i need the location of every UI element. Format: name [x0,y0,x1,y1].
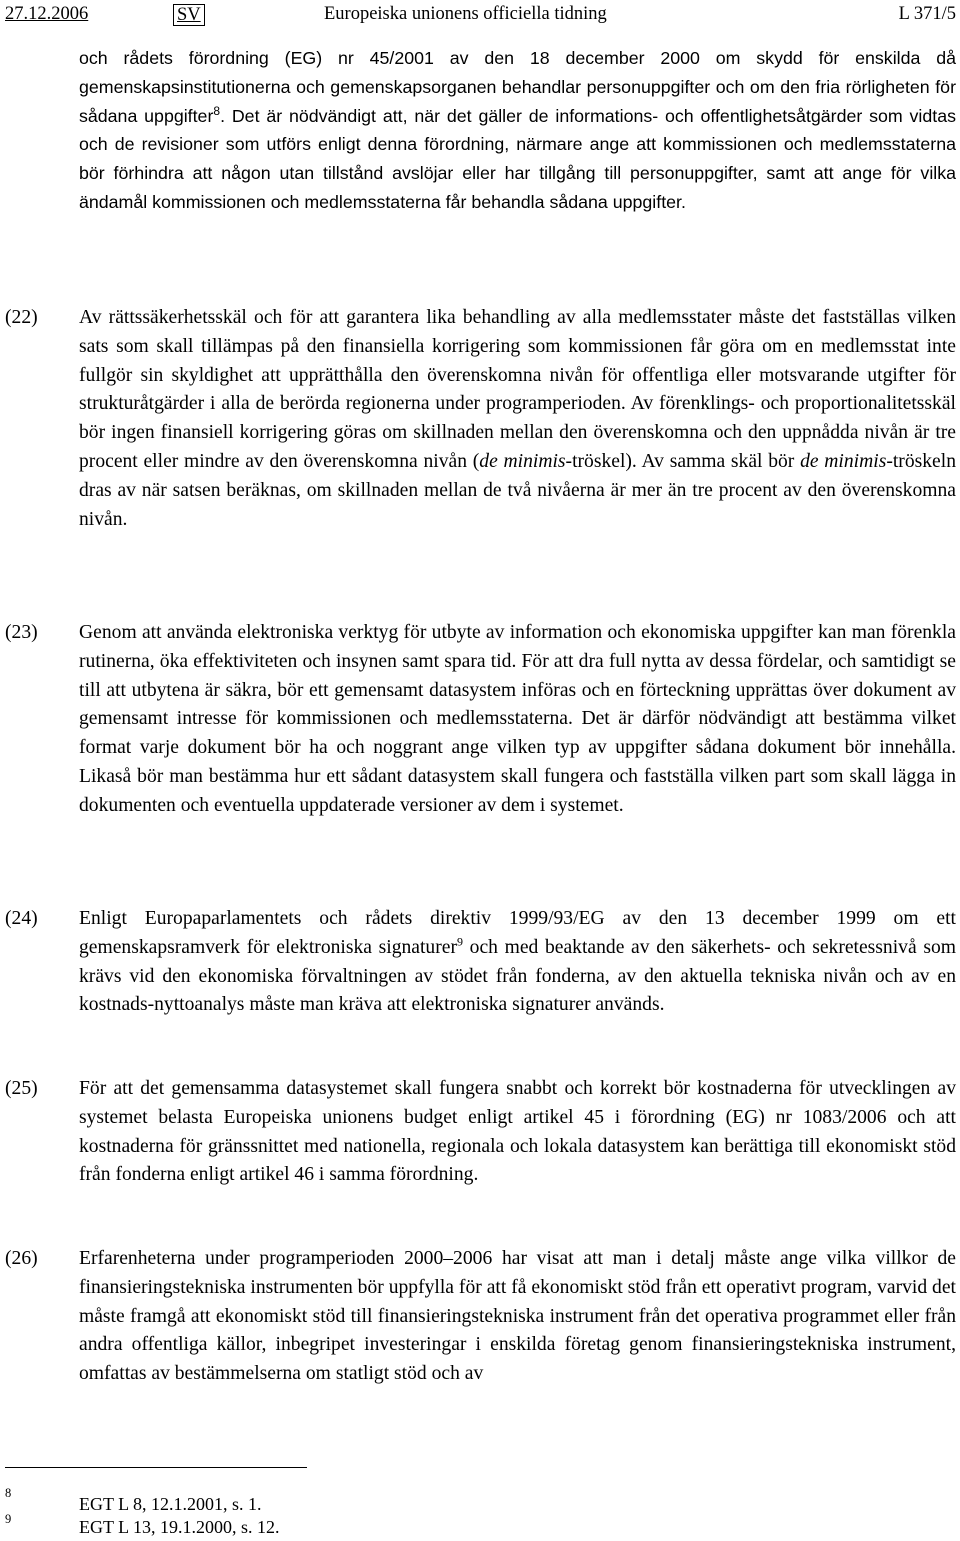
recital-24-text-b: och med beaktande av den säkerhets- och sekretessnivå som krävs vid den ekonomiska förvaltningen av stödet från fonderna, av den aktuella tekniska nivån och av en kostnads-nyttoanalys måste man kräva att elektroniska signaturer används. [79,936,956,1016]
footnote-number: 8 [5,1486,12,1500]
footnote-ref-9[interactable]: 9 [456,934,463,949]
recital-24-text-a: Enligt Europaparlamentets och rådets direktiv 1999/93/EG av den 13 december 1999 om ett gemenskapsramverk för elektroniska signaturer [79,908,956,958]
continuation-text-part2: . Det är nödvändigt att, när det gäller de informations- och offentlighetsåtgärder som vidtas och de revisioner som utförs enligt denna förordning, närmare ange att kommissionen och medlemsstaterna bör förhindra att någon utan tillstånd avslöjar eller har tillgång till personuppgifter, samt att ange för vilka ändamål kommissionen och medlemsstaterna får behandla sådana uppgifter. [79,105,956,212]
recital-number: (22) [5,307,38,328]
header-page-reference: L 371/5 [898,4,956,24]
footnote-text: EGT L 8, 12.1.2001, s. 1. [79,1494,262,1514]
continuation-text-part1: och rådets förordning (EG) nr 45/2001 av den 18 december 2000 om skydd för enskilda då gemenskapsinstitutionerna och gemenskapsorganen behandlar personuppgifter och om den fria rörligheten för sådana uppgifter [79,48,956,126]
footnote-number: 9 [5,1512,12,1526]
header-language-link[interactable]: SV [173,4,205,26]
recital-text [79,304,956,534]
recital-text [79,905,956,1020]
recital-text: Erfarenheterna under programperioden 2000–2006 har visat att man i detalj måste ange vilka villkor de finansieringstekniska instrumenten bör uppfylla för att få ekonomiskt stöd från ett operativt program, varvid det måste framgå att ekonomiskt stöd till finansieringstekniska instrument från det operativa programmet eller från andra offentliga källor, inbegripet investeringar i enskilda företag genom finansieringstekniska instrument, omfattas av bestämmelserna om statligt stöd och av [79,1248,956,1385]
recital-22-text-a: Av rättssäkerhetsskäl och för att garantera lika behandling av alla medlemsstater måste det fastställas vilken sats som skall tillämpas på den finansiella korrigering som kommissionen får göra om en medlemsstat inte fullgör sin skyldighet att upprätthålla den överenskomna nivån för offentliga eller motsvarande utgifter för strukturåtgärder i alla de berörda regionerna under programperioden. Av förenklings- och proportionalitetsskäl bör ingen finansiell korrigering göras om skillnaden mellan den överenskomna och den uppnådda nivån är tre procent eller mindre av den överenskomna nivån ( [79,307,956,472]
page-header [5,4,956,32]
header-date-link[interactable]: 27.12.2006 [5,4,89,24]
recital-22-text-b: -tröskel). Av samma skäl bör [565,450,801,472]
footnote-separator [5,1467,307,1468]
recital-number: (24) [5,908,38,929]
footnote-ref-8[interactable]: 8 [213,103,221,118]
recital-text: För att det gemensamma datasystemet skall fungera snabbt och korrekt bör kostnaderna för utvecklingen av systemet belasta Europeiska unionens budget enligt artikel 45 i förordning (EG) nr 1083/2006 och att kostnaderna för gränssnittet med nationella, regionala och lokala datasystem kan berättiga till ekonomiskt stöd från fonderna enligt artikel 46 i samma förordning. [79,1078,956,1186]
recital-text: Genom att använda elektroniska verktyg för utbyte av information och ekonomiska uppgifter kan man förenkla rutinerna, öka effektiviteten och insynen samt spara tid. För att dra full nytta av dessa fördelar, och samtidigt se till att utbytena är säkra, bör ett gemensamt datasystem införas och en förteckning upprättas över dokument av gemensamt intresse för kommissionen och medlemsstaterna. Det är därför nödvändigt att bestämma vilket format varje dokument bör ha och noggrant ange vilken typ av uppgifter sådana dokument bör innehålla. Likaså bör man bestämma hur ett sådant datasystem skall fungera och fastställa vilken part som skall lägga in dokumenten och eventuella uppdaterade versioner av dem i systemet. [79,622,956,816]
recital-number: (26) [5,1248,38,1269]
recital-number: (25) [5,1078,38,1099]
footnote-text: EGT L 13, 19.1.2000, s. 12. [79,1517,280,1537]
recital-22-text-c: -tröskeln dras av när satsen beräknas, om skillnaden mellan de två nivåerna är mer än tre procent av den överenskomna nivån. [79,450,956,530]
recital-22-italic-1: de minimis [479,450,566,472]
recital-number: (23) [5,622,38,643]
continuation-paragraph [79,44,956,217]
header-journal-title: Europeiska unionens officiella tidning [324,4,607,24]
recital-22-italic-2: de minimis [800,450,887,472]
